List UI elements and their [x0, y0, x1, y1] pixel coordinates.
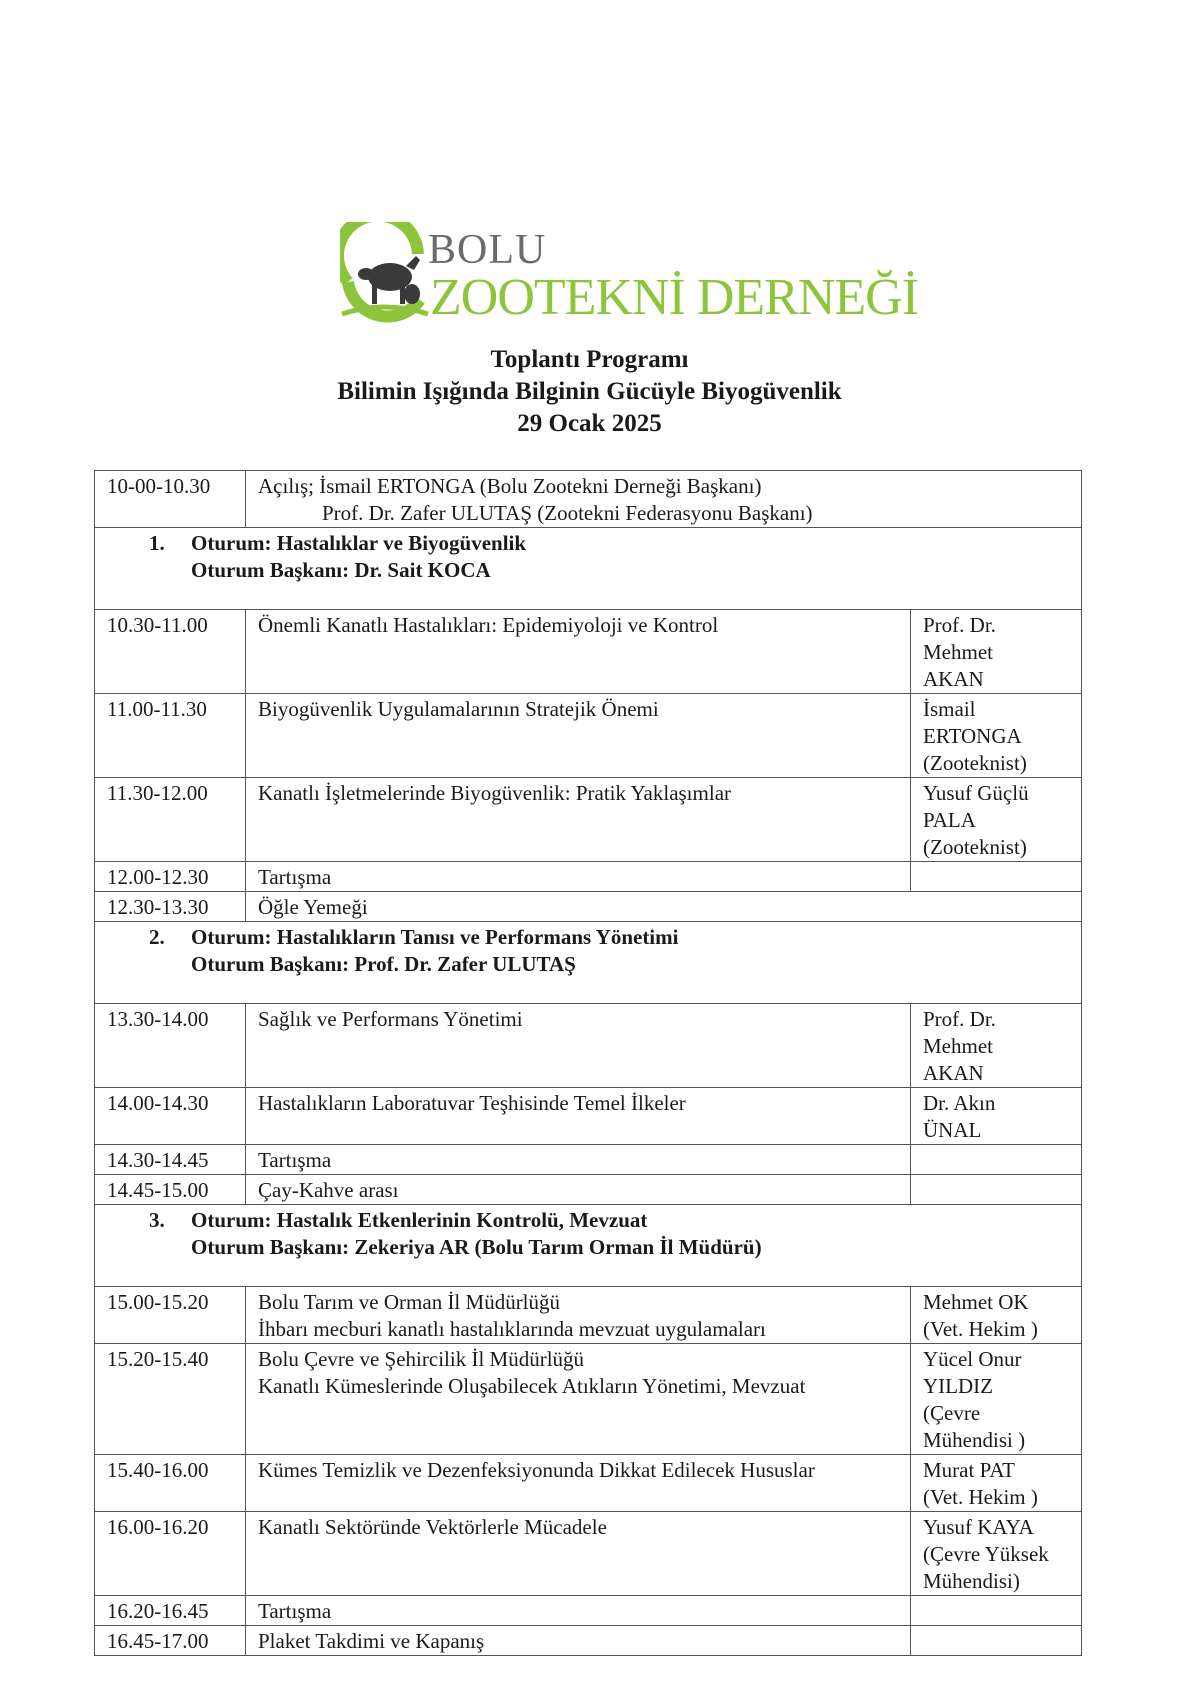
table-row: [95, 778, 1082, 862]
session-chair: Oturum Başkanı: Dr. Sait KOCA: [191, 558, 491, 582]
time-cell: 16.20-16.45: [95, 1596, 246, 1626]
program-title: Toplantı Programı: [490, 346, 689, 373]
session-title: Oturum: Hastalıkların Tanısı ve Performans Yönetimi: [191, 925, 679, 949]
time-cell: 15.00-15.20: [95, 1287, 246, 1344]
session-chair: Oturum Başkanı: Zekeriya AR (Bolu Tarım Orman İl Müdürü): [191, 1235, 762, 1259]
table-row: [95, 694, 1082, 778]
time-cell: 12.30-13.30: [95, 892, 246, 922]
program-date: 29 Ocak 2025: [517, 410, 662, 437]
time-cell: 11.00-11.30: [95, 694, 246, 778]
session-chair: Oturum Başkanı: Prof. Dr. Zafer ULUTAŞ: [191, 952, 576, 976]
topic-line: Hastalıkların Laboratuvar Teşhisinde Temel İlkeler: [258, 1091, 686, 1115]
table-row: [95, 1344, 1082, 1455]
session-number: 2.: [149, 925, 165, 949]
speaker-cell: [911, 1626, 1082, 1656]
speaker-cell: [911, 1088, 1082, 1145]
time-cell: 16.45-17.00: [95, 1626, 246, 1656]
speaker-line: Dr. Akın: [923, 1091, 996, 1115]
topic-cell: Tartışma: [246, 1145, 911, 1175]
speaker-cell: [911, 778, 1082, 862]
speaker-line: Yücel Onur: [923, 1347, 1022, 1371]
speaker-cell: [911, 1175, 1082, 1205]
table-row: [95, 1145, 1082, 1175]
opening-line1: Açılış; İsmail ERTONGA (Bolu Zootekni Derneği Başkanı): [258, 474, 762, 498]
time-cell: 10-00-10.30: [95, 471, 246, 528]
speaker-line: Mehmet: [923, 640, 993, 664]
speaker-line: (Zooteknist): [923, 751, 1027, 775]
speaker-line: Yusuf KAYA: [923, 1515, 1034, 1539]
speaker-line: PALA: [923, 808, 976, 832]
time-cell: 14.30-14.45: [95, 1145, 246, 1175]
speaker-line: AKAN: [923, 667, 984, 691]
speaker-line: Mühendisi ): [923, 1428, 1026, 1452]
speaker-cell: [911, 1004, 1082, 1088]
speaker-line: Yusuf Güçlü: [923, 781, 1029, 805]
time-cell: 11.30-12.00: [95, 778, 246, 862]
break-row: [95, 892, 1082, 922]
speaker-cell: [911, 1596, 1082, 1626]
speaker-line: (Çevre: [923, 1401, 981, 1425]
topic-line: Kanatlı İşletmelerinde Biyogüvenlik: Pratik Yaklaşımlar: [258, 781, 732, 805]
speaker-line: (Vet. Hekim ): [923, 1485, 1038, 1509]
speaker-cell: [911, 610, 1082, 694]
table-row: [95, 610, 1082, 694]
topic-line: Önemli Kanatlı Hastalıkları: Epidemiyoloji ve Kontrol: [258, 613, 719, 637]
topic-cell: [246, 610, 911, 694]
speaker-line: (Zooteknist): [923, 835, 1027, 859]
table-row: [95, 1626, 1082, 1656]
topic-cell: Çay-Kahve arası: [246, 1175, 911, 1205]
time-cell: 12.00-12.30: [95, 862, 246, 892]
table-row: [95, 1512, 1082, 1596]
speaker-cell: [911, 1455, 1082, 1512]
topic-line: Bolu Tarım ve Orman İl Müdürlüğü: [258, 1290, 561, 1314]
topic-line: İhbarı mecburi kanatlı hastalıklarında mevzuat uygulamaları: [258, 1317, 766, 1341]
session-header: [95, 922, 1082, 1004]
table-row: [95, 1596, 1082, 1626]
speaker-line: ÜNAL: [923, 1118, 982, 1142]
program-subtitle: Bilimin Işığında Bilginin Gücüyle Biyogüvenlik: [337, 378, 842, 405]
topic-cell: [246, 1287, 911, 1344]
time-cell: 15.20-15.40: [95, 1344, 246, 1455]
opening-line2: Prof. Dr. Zafer ULUTAŞ (Zootekni Federasyonu Başkanı): [322, 501, 813, 525]
session-title: Oturum: Hastalık Etkenlerinin Kontrolü, Mevzuat: [191, 1208, 648, 1232]
speaker-line: (Vet. Hekim ): [923, 1317, 1038, 1341]
topic-line: Biyogüvenlik Uygulamalarının Stratejik Önemi: [258, 697, 659, 721]
topic-cell: [246, 1512, 911, 1596]
topic-line: Kanatlı Kümeslerinde Oluşabilecek Atıkların Yönetimi, Mevzuat: [258, 1374, 806, 1398]
topic-cell: Tartışma: [246, 1596, 911, 1626]
speaker-cell: [911, 1287, 1082, 1344]
session-number: 1.: [149, 531, 165, 555]
time-cell: 14.45-15.00: [95, 1175, 246, 1205]
speaker-cell: [911, 1512, 1082, 1596]
time-cell: 10.30-11.00: [95, 610, 246, 694]
session-header-cell: [95, 528, 1082, 610]
logo-text-line2: ZOOTEKNİ DERNEĞİ: [430, 269, 919, 326]
logo-emblem-icon: [340, 222, 430, 342]
time-cell: 14.00-14.30: [95, 1088, 246, 1145]
speaker-cell: [911, 694, 1082, 778]
topic-cell: [246, 1088, 911, 1145]
topic-line: Bolu Çevre ve Şehircilik İl Müdürlüğü: [258, 1347, 585, 1371]
session-title: Oturum: Hastalıklar ve Biyogüvenlik: [191, 531, 527, 555]
speaker-line: İsmail: [923, 697, 976, 721]
table-row: [95, 1088, 1082, 1145]
time-cell: 16.00-16.20: [95, 1512, 246, 1596]
speaker-line: ERTONGA: [923, 724, 1022, 748]
topic-line: Sağlık ve Performans Yönetimi: [258, 1007, 523, 1031]
speaker-line: Prof. Dr.: [923, 613, 996, 637]
topic-line: Kanatlı Sektöründe Vektörlerle Mücadele: [258, 1515, 607, 1539]
table-row: [95, 1287, 1082, 1344]
speaker-line: Murat PAT: [923, 1458, 1015, 1482]
time-cell: 15.40-16.00: [95, 1455, 246, 1512]
session-header: [95, 1205, 1082, 1287]
logo-text-line1: BOLU: [428, 227, 547, 273]
topic-cell: Plaket Takdimi ve Kapanış: [246, 1626, 911, 1656]
opening-cell: [246, 471, 1082, 528]
speaker-line: AKAN: [923, 1061, 984, 1085]
time-cell: 13.30-14.00: [95, 1004, 246, 1088]
speaker-line: Mühendisi): [923, 1569, 1020, 1593]
speaker-line: YILDIZ: [923, 1374, 993, 1398]
session-number: 3.: [149, 1208, 165, 1232]
topic-cell: [246, 778, 911, 862]
topic-line: Kümes Temizlik ve Dezenfeksiyonunda Dikkat Edilecek Hususlar: [258, 1458, 815, 1482]
topic-cell: Tartışma: [246, 862, 911, 892]
topic-cell: [246, 694, 911, 778]
topic-cell: [246, 1455, 911, 1512]
schedule-table: [94, 470, 1082, 1656]
table-row: [95, 1175, 1082, 1205]
speaker-line: Mehmet OK: [923, 1290, 1029, 1314]
topic-cell: [246, 1344, 911, 1455]
speaker-line: Mehmet: [923, 1034, 993, 1058]
opening-row: [95, 471, 1082, 528]
table-row: [95, 1004, 1082, 1088]
speaker-cell: [911, 1145, 1082, 1175]
session-header-cell: [95, 922, 1082, 1004]
break-cell: Öğle Yemeği: [246, 892, 1082, 922]
table-row: [95, 862, 1082, 892]
speaker-cell: [911, 862, 1082, 892]
speaker-cell: [911, 1344, 1082, 1455]
table-row: [95, 1455, 1082, 1512]
association-logo: [340, 222, 919, 342]
session-header-cell: [95, 1205, 1082, 1287]
session-header: [95, 528, 1082, 610]
topic-cell: [246, 1004, 911, 1088]
speaker-line: (Çevre Yüksek: [923, 1542, 1049, 1566]
speaker-line: Prof. Dr.: [923, 1007, 996, 1031]
